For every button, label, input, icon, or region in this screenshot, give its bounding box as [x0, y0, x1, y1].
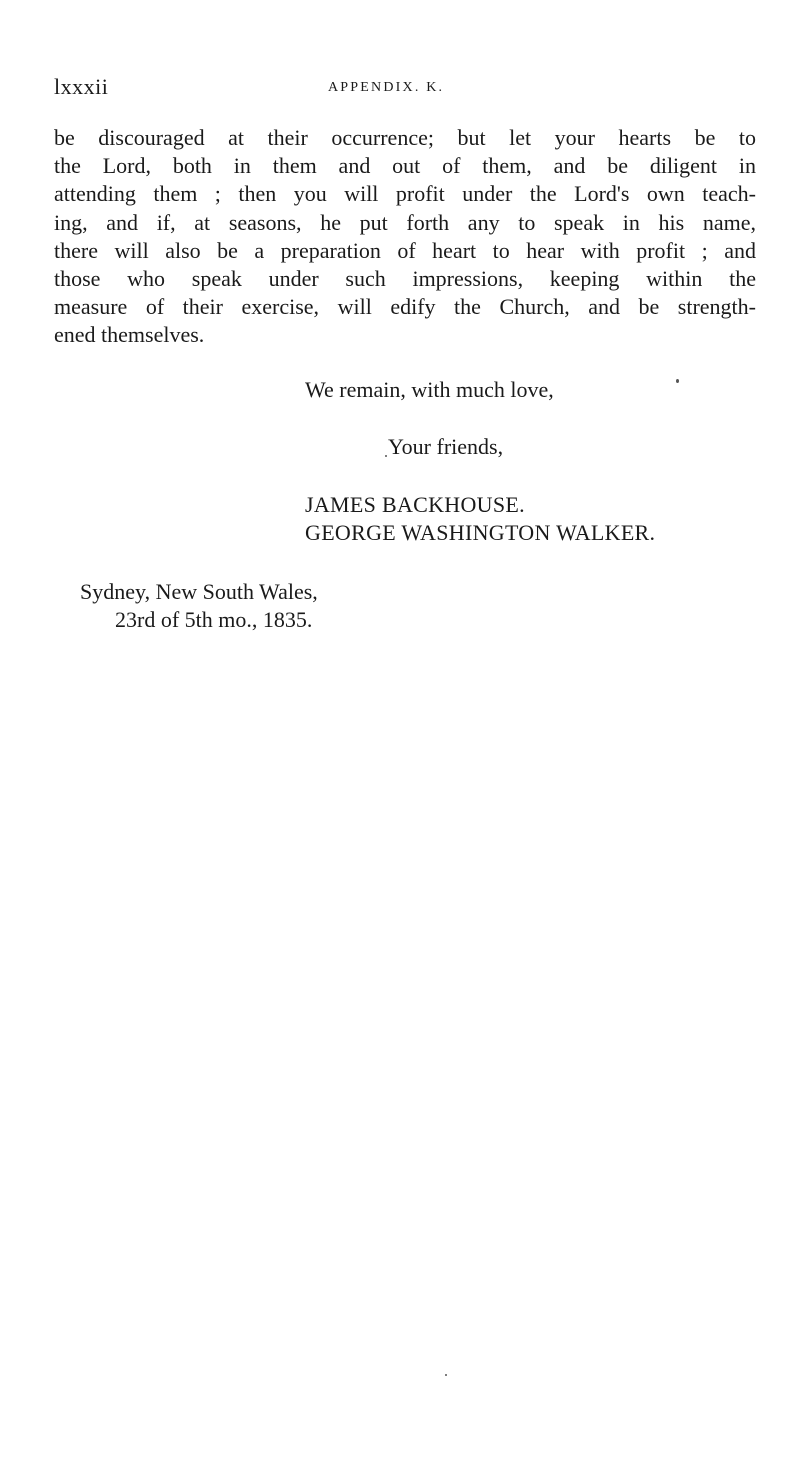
- paragraph-line: there will also be a preparation of heart to hear with profit ; and: [54, 237, 756, 263]
- ink-speck: [676, 379, 679, 383]
- valediction: We remain, with much love,: [305, 377, 554, 402]
- paragraph-line: attending them ; then you will profit under the Lord's own teach-: [54, 181, 756, 207]
- dateline-place: Sydney, New South Wales,: [80, 579, 318, 604]
- signatory-name: GEORGE WASHINGTON WALKER.: [305, 520, 656, 545]
- paragraph-line: the Lord, both in them and out of them, and be diligent in: [54, 153, 756, 179]
- dateline: [80, 578, 318, 634]
- paragraph-line: those who speak under such impressions, keeping within the: [54, 266, 756, 292]
- dateline-date: 23rd of 5th mo., 1835.: [115, 607, 313, 632]
- paragraph-line: be discouraged at their occurrence; but let your hearts be to: [54, 125, 756, 150]
- signatory-name: JAMES BACKHOUSE.: [305, 492, 525, 517]
- letter-paragraph: [54, 124, 756, 350]
- sign-off: Your friends,: [388, 434, 504, 459]
- page-number: lxxxii: [54, 74, 109, 99]
- ink-speck: [385, 455, 387, 457]
- paragraph-line: ened themselves.: [54, 322, 205, 348]
- signatories: [305, 491, 655, 547]
- paragraph-line: measure of their exercise, will edify the Church, and be strength-: [54, 294, 756, 320]
- ink-speck: [445, 1374, 447, 1376]
- running-title: APPENDIX. K.: [328, 80, 445, 95]
- paragraph-line: ing, and if, at seasons, he put forth any to speak in his name,: [54, 209, 756, 235]
